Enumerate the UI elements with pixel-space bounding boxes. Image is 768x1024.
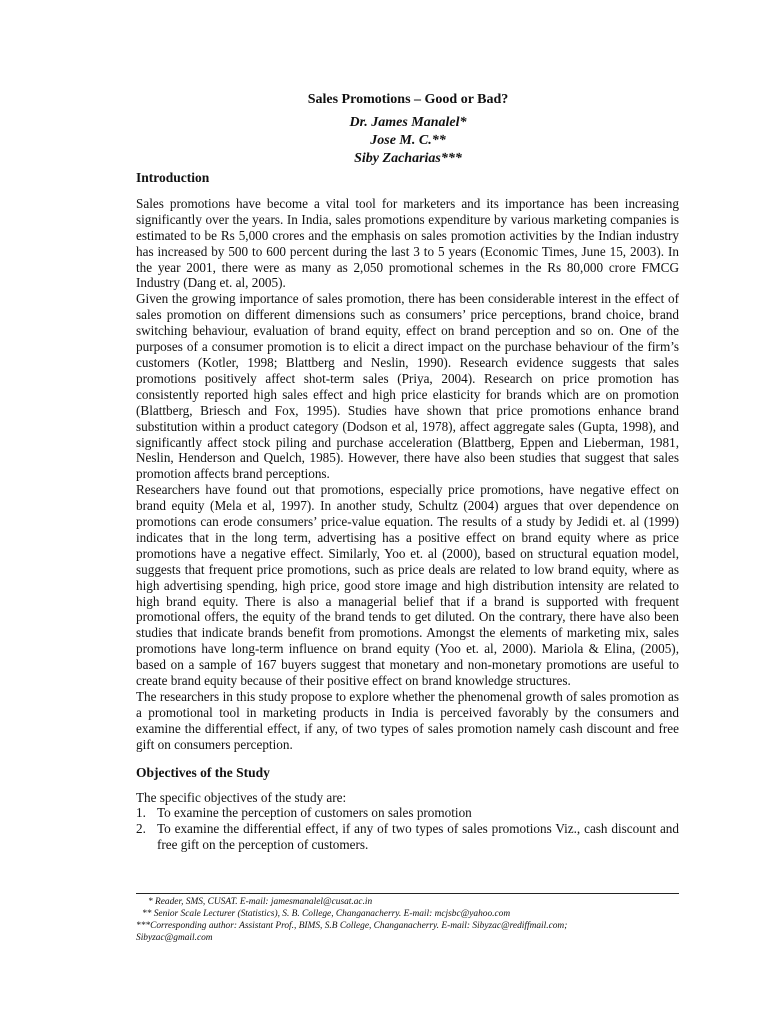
paragraph: The researchers in this study propose to explore whether the phenomenal growth of sales promotion as a promotional tool in marketing products in India is perceived favorably by the consumers and examine the differential effect, if any, of two types of sales promotion namely cash discount and free gift on consumers perception.: [136, 689, 679, 752]
author-list: [0, 114, 768, 168]
paper-title: Sales Promotions – Good or Bad?: [307, 92, 509, 107]
objectives-intro: The specific objectives of the study are:: [136, 789, 347, 805]
list-item: [136, 805, 679, 821]
footnote: ***Corresponding author: Assistant Prof., BIMS, S.B College, Changanacherry. E-mail: Sibyzac@rediffmail.com;: [136, 921, 568, 931]
paragraph: Researchers have found out that promotions, especially price promotions, have negative effect on brand equity (Mela et al, 1997). In another study, Schultz (2004) argues that over dependence on promotions can erode consumers’ price-value equation. The results of a study by Jedidi et. al (1999) indicates that in the long term, advertising has a positive effect on brand equity where as price promotions have a negative effect. Similarly, Yoo et. al (2000), based on structural equation model, suggests that frequent price promotions, such as price deals are related to low brand equity, where as high advertising spending, high price, good store image and high distribution intensity are related to high brand equity. There is also a managerial belief that if a brand is supported with frequent promotional offers, the equity of the brand tends to get diluted. On the contrary, there have also been studies that indicate brands benefit from promotions. Amongst the elements of marketing mix, sales promotions have long-term influence on brand equity (Yoo et. al, 2000). Mariola & Elina, (2005), based on a sample of 167 buyers suggest that monetary and non-monetary promotions are useful to create brand equity because of their positive effect on brand knowledge structures.: [136, 482, 679, 689]
paragraph: Given the growing importance of sales promotion, there has been considerable interest in the effect of sales promotion on different dimensions such as consumers’ price perceptions, brand choice, brand switching behaviour, evaluation of brand equity, effect on brand perception and so on. One of the purposes of a consumer promotion is to elicit a direct impact on the purchase behaviour of the firm’s customers (Kotler, 1998; Blattberg and Neslin, 1990). Research evidence suggests that sales promotions positively affect shot-term sales (Priya, 2004). Research on price promotion has consistently reported high sales effect and high price elasticity for brands which are on promotion (Blattberg, Briesch and Fox, 1995). Studies have shown that price promotions enhance brand substitution within a product category (Dodson et al, 1978), affect aggregate sales (Gupta, 1998), and significantly affect stock piling and purchase acceleration (Blattberg, Eppen and Lieberman, 1981, Neslin, Henderson and Quelch, 1985). However, there have also been studies that suggest that sales promotion affects brand perceptions.: [136, 291, 679, 482]
body-text: [136, 170, 679, 853]
objectives-list: [136, 805, 679, 853]
footnote: ** Senior Scale Lecturer (Statistics), S. B. College, Changanacherry. E-mail: mcjsbc@yahoo.com: [142, 909, 511, 919]
paragraph: Sales promotions have become a vital tool for marketers and its importance has been increasing significantly over the years. In India, sales promotions expenditure by various marketing companies is estimated to be Rs 5,000 crores and the emphasis on sales promotion activities by the Indian industry has increased by 500 to 600 percent during the last 3 to 5 years (Economic Times, June 15, 2003). In the year 2001, there were as many as 2,050 promotional schemes in the Rs 80,000 crore FMCG Industry (Dang et. al, 2005).: [136, 195, 679, 291]
list-number: 2.: [136, 821, 146, 837]
list-item: [136, 821, 679, 853]
author-name: Dr. James Manalel*: [349, 115, 467, 130]
list-item-text: To examine the perception of customers on sales promotion: [157, 805, 472, 821]
list-item-text: To examine the differential effect, if any of two types of sales promotions Viz., cash discount and free gift on the perception of customers.: [157, 821, 679, 853]
section-heading-introduction: Introduction: [136, 170, 210, 185]
footnote-divider: [136, 893, 679, 894]
footnotes: [136, 896, 696, 944]
list-number: 1.: [136, 805, 146, 821]
author-name: Siby Zacharias***: [354, 151, 462, 166]
section-heading-objectives: Objectives of the Study: [136, 764, 270, 780]
footnote: * Reader, SMS, CUSAT. E-mail: jamesmanalel@cusat.ac.in: [148, 897, 373, 907]
author-name: Jose M. C.**: [370, 133, 446, 148]
footnote: Sibyzac@gmail.com: [136, 933, 213, 943]
